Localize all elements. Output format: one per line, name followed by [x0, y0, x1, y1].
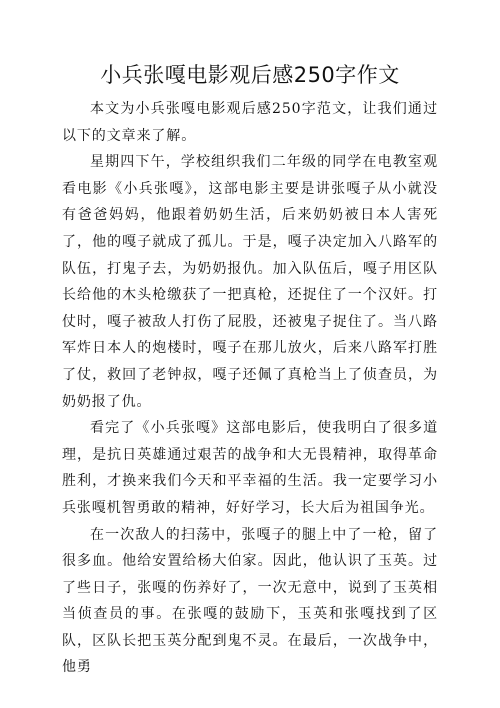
document-body: [62, 96, 438, 681]
paragraph-intro: 本文为小兵张嘎电影观后感250字范文，让我们通过以下的文章来了解。: [62, 101, 438, 144]
paragraph-plot-summary: 星期四下午，学校组织我们二年级的同学在电教室观看电影《小兵张嘎》，这部电影主要是讲张嘎子从小就没有爸爸妈妈，他跟着奶奶生活，后来奶奶被日本人害死了，他的嘎子就成了孤儿。于是，嘎子决定加入八路军的队伍，打鬼子去，为奶奶报仇。加入队伍后，嘎子用区队长给他的木头枪缴获了一把真枪，还捉住了一个汉奸。打仗时，嘎子被敌人打伤了屁股，还被鬼子捉住了。当八路军炸日本人的炮楼时，嘎子在那儿放火，后来八路军打胜了仗，救回了老钟叔，嘎子还佩了真枪当上了侦查员，为奶奶报了仇。: [62, 154, 438, 410]
document-title: 小兵张嘎电影观后感250字作文: [100, 63, 400, 87]
paragraph-reflection: 看完了《小兵张嘎》这部电影后，使我明白了很多道理，是抗日英雄通过艰苦的战争和大无畏精神，取得革命胜利，才换来我们今天和平幸福的生活。我一定要学习小兵张嘎机智勇敢的精神，好好学习，长大后为祖国争光。: [62, 420, 438, 516]
paragraph-continuation: 在一次敌人的扫荡中，张嘎子的腿上中了一枪，留了很多血。他给安置给杨大伯家。因此，他认识了玉英。过了些日子，张嘎的伤养好了，一次无意中，说到了玉英相当侦查员的事。在张嘎的鼓励下，玉英和张嘎找到了区队，区队长把玉英分配到鬼不灵。在最后，一次战争中，他勇: [62, 526, 438, 676]
